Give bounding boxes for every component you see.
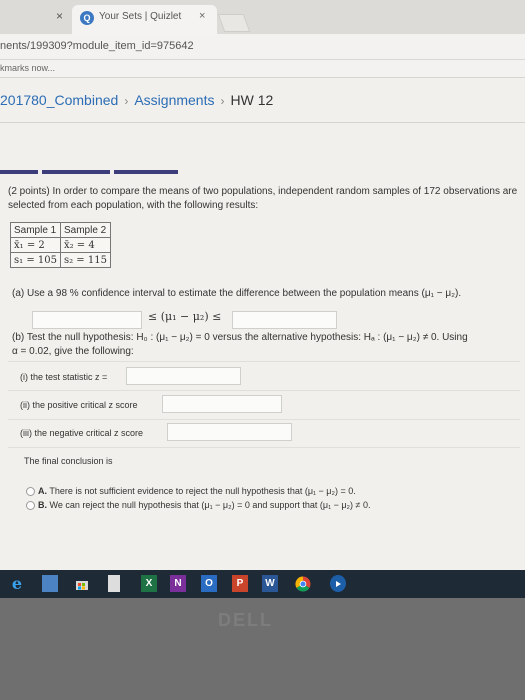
choice-a[interactable] bbox=[38, 486, 356, 496]
choice-text: There is not sufficient evidence to reject the null hypothesis that (μ₁ − μ₂) = 0. bbox=[49, 486, 356, 496]
browser-tab-strip bbox=[0, 0, 525, 34]
tab-title: Your Sets | Quizlet bbox=[99, 11, 182, 22]
divider bbox=[8, 390, 520, 391]
divider bbox=[0, 122, 525, 123]
choice-letter: A. bbox=[38, 486, 47, 496]
table-header: Sample 2 bbox=[60, 223, 110, 238]
conclusion-label: The final conclusion is bbox=[24, 456, 113, 466]
table-cell: s₂ = 115 bbox=[60, 253, 110, 268]
choice-b[interactable] bbox=[38, 500, 371, 510]
chrome-icon[interactable] bbox=[294, 575, 311, 592]
table-cell: x̄₁ = 2 bbox=[11, 238, 61, 253]
taskbar bbox=[0, 570, 525, 598]
test-statistic-label: (i) the test statistic z = bbox=[20, 372, 108, 382]
laptop-bezel bbox=[0, 598, 525, 700]
choice-letter: B. bbox=[38, 500, 47, 510]
new-tab-button[interactable] bbox=[218, 14, 251, 32]
app-icon[interactable] bbox=[108, 575, 120, 592]
progress-bar bbox=[0, 170, 178, 174]
positive-critical-input[interactable] bbox=[162, 395, 282, 413]
part-b-alpha: α = 0.02, give the following: bbox=[12, 346, 134, 357]
bookmarks-bar bbox=[0, 60, 525, 78]
problem-intro: (2 points) In order to compare the means of two populations, independent random samples of 172 observations are selected from each population, with the following results: bbox=[8, 186, 518, 211]
divider bbox=[8, 419, 520, 420]
negative-critical-label: (iii) the negative critical z score bbox=[20, 428, 144, 438]
breadcrumb bbox=[0, 92, 273, 108]
breadcrumb-course-link[interactable]: 201780_Combined bbox=[0, 92, 119, 108]
ci-inequality: ≤ (μ₁ − μ₂) ≤ bbox=[148, 310, 222, 323]
media-icon[interactable] bbox=[330, 575, 346, 592]
word-icon[interactable]: W bbox=[262, 575, 278, 592]
breadcrumb-current: HW 12 bbox=[230, 92, 274, 108]
quizlet-favicon-icon: Q bbox=[80, 11, 94, 25]
store-icon[interactable] bbox=[75, 575, 89, 592]
edge-icon[interactable]: e bbox=[11, 574, 23, 593]
divider bbox=[8, 447, 520, 448]
assignment-page bbox=[0, 78, 525, 570]
part-b-prompt: (b) Test the null hypothesis: H₀ : (μ₁ − μ₂) = 0 versus the alternative hypothesis: Hₐ : (μ₁ − μ₂) ≠ 0. Using bbox=[12, 332, 468, 343]
divider bbox=[8, 361, 520, 362]
ci-lower-input[interactable] bbox=[32, 311, 142, 329]
chevron-right-icon: › bbox=[124, 94, 129, 108]
breadcrumb-assignments-link[interactable]: Assignments bbox=[134, 92, 215, 108]
ci-upper-input[interactable] bbox=[232, 311, 337, 329]
outlook-icon[interactable]: O bbox=[201, 575, 217, 592]
url-text: nents/199309?module_item_id=975642 bbox=[0, 40, 194, 52]
address-bar[interactable] bbox=[0, 34, 525, 60]
close-tab-icon[interactable]: × bbox=[199, 10, 206, 22]
browser-tab-quizlet[interactable] bbox=[72, 5, 217, 34]
file-explorer-icon[interactable] bbox=[42, 575, 58, 592]
sample-table bbox=[10, 222, 111, 268]
close-tab-icon[interactable]: × bbox=[56, 9, 64, 23]
test-statistic-input[interactable] bbox=[126, 367, 241, 385]
dell-logo: DELL bbox=[218, 610, 273, 630]
positive-critical-label: (ii) the positive critical z score bbox=[20, 400, 138, 410]
part-a-prompt: (a) Use a 98 % confidence interval to estimate the difference between the population means (μ₁ − μ₂). bbox=[12, 288, 462, 299]
onenote-icon[interactable]: N bbox=[170, 575, 186, 592]
table-header: Sample 1 bbox=[11, 223, 61, 238]
choice-a-radio[interactable] bbox=[26, 487, 35, 496]
excel-icon[interactable]: X bbox=[141, 575, 157, 592]
chevron-right-icon: › bbox=[220, 94, 225, 108]
choice-text: We can reject the null hypothesis that (μ₁ − μ₂) = 0 and support that (μ₁ − μ₂) ≠ 0. bbox=[49, 500, 371, 510]
powerpoint-icon[interactable]: P bbox=[232, 575, 248, 592]
negative-critical-input[interactable] bbox=[167, 423, 292, 441]
choice-b-radio[interactable] bbox=[26, 501, 35, 510]
bookmarks-prompt[interactable]: kmarks now... bbox=[0, 63, 56, 73]
table-cell: x̄₂ = 4 bbox=[60, 238, 110, 253]
table-cell: s₁ = 105 bbox=[11, 253, 61, 268]
